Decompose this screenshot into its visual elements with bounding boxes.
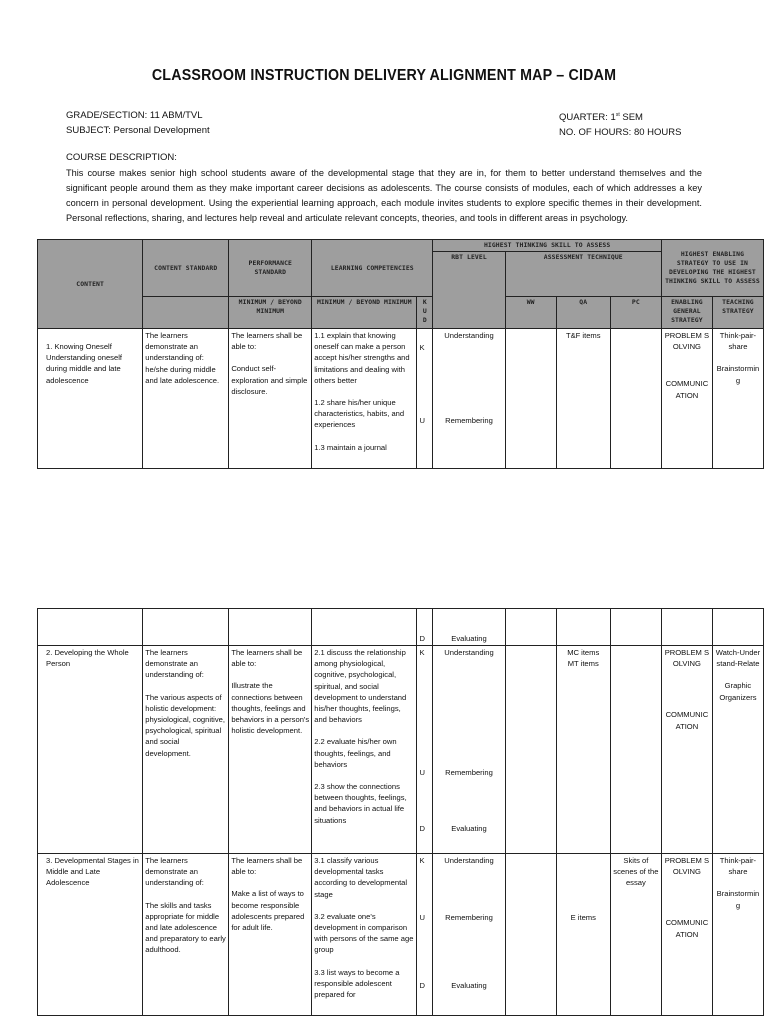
row2-kud-1: K xyxy=(419,648,425,657)
row2-rbt-3: Evaluating xyxy=(451,824,487,834)
row2-kud xyxy=(417,646,433,854)
row3-egs-1: PROBLEM SOLVING xyxy=(664,856,710,877)
row1-comp-2: 1.2 share his/her unique characteristics, habits, and experiences xyxy=(314,398,405,430)
course-description-label: COURSE DESCRIPTION: xyxy=(66,152,177,163)
row1-performance-standard xyxy=(229,329,312,469)
table-row xyxy=(38,609,764,646)
course-description-text: This course makes senior high school students aware of the developmental stage that they are in, for them to better understand themselves and the significant people around them as they make important career decisions as adolescents. The course consists of modules, each of which addresses a key concern in personal development. Using the experiential learning approach, each module invites students to explore specific themes in their development. Personal reflections, sharing, and lectures help reveal and articulate relevant concepts, theories, and tools in different areas in psychology. xyxy=(66,168,702,223)
hdr-performance-standard: PERFORMANCE STANDARD xyxy=(229,240,312,297)
row1-comp-1: 1.1 explain that knowing oneself can make a person accept his/her strengths and limitations and dealing with others better xyxy=(314,331,410,385)
row1-content: 1. Knowing Oneself Understanding oneself during middle and late adolescence xyxy=(38,329,143,469)
row3-kud xyxy=(417,854,433,1016)
cont-qa xyxy=(556,609,610,646)
hdr-rbt-level: RBT LEVEL xyxy=(433,252,505,329)
meta-right xyxy=(559,108,681,140)
row2-kud-2: U xyxy=(419,768,425,778)
row2-egs-2: COMMUNICATION xyxy=(665,710,709,731)
hdr-teaching-strategy: TEACHING STRATEGY xyxy=(712,297,763,329)
row3-ww xyxy=(505,854,556,1016)
row2-ww xyxy=(505,646,556,854)
quarter xyxy=(559,108,681,125)
cont-ww xyxy=(505,609,556,646)
hdr-min-beyond-3: MINIMUM / BEYOND MINIMUM xyxy=(312,297,417,329)
row2-perf-2: Illustrate the connections between thoughts, feelings and behaviors in a person's holistic development. xyxy=(231,681,310,736)
row2-egs-1: PROBLEM SOLVING xyxy=(664,648,710,669)
quarter-sup: st xyxy=(615,112,620,118)
row3-rbt-3: Evaluating xyxy=(451,981,487,991)
table-row xyxy=(38,329,764,469)
cidam-table-page1 xyxy=(37,239,764,469)
row2-perf-1: The learners shall be able to: xyxy=(231,648,303,669)
row2-qa xyxy=(556,646,610,854)
hdr-content-standard: CONTENT STANDARD xyxy=(143,240,229,297)
row3-rbt-2: Remembering xyxy=(445,913,493,923)
row1-rbt-2: Remembering xyxy=(445,416,493,426)
grade-section: GRADE/SECTION: 11 ABM/TVL xyxy=(66,110,203,121)
row2-rbt-2: Remembering xyxy=(445,768,493,778)
hdr-assessment-technique: ASSESSMENT TECHNIQUE xyxy=(505,252,661,297)
row3-cs-1: The learners demonstrate an understanding of: xyxy=(145,856,204,888)
table-row xyxy=(38,646,764,854)
quarter-prefix: QUARTER: 1 xyxy=(559,112,616,124)
row1-ts-1: Think-pair-share xyxy=(719,331,757,352)
hdr-kud: K U D xyxy=(417,297,433,329)
row1-kud-1: K xyxy=(419,343,425,352)
row1-competencies xyxy=(312,329,417,469)
subject: SUBJECT: Personal Development xyxy=(66,125,210,136)
row2-cs-1: The learners demonstrate an understanding of: xyxy=(145,648,204,680)
row2-qa-2: MT items xyxy=(567,659,599,669)
hdr-learning-competencies: LEARNING COMPETENCIES xyxy=(312,240,433,297)
row3-enabling xyxy=(661,854,712,1016)
row1-perf-2: Conduct self-exploration and simple disclosure. xyxy=(231,364,308,396)
row3-kud-3: D xyxy=(419,981,425,991)
row2-comp-2: 2.2 evaluate his/her own thoughts, feelings, and behaviors xyxy=(314,737,397,769)
row3-content: 3. Developmental Stages in Middle and Late Adolescence xyxy=(38,854,143,1016)
row2-enabling xyxy=(661,646,712,854)
row2-comp-3: 2.3 show the connections between thoughts, feelings, and behaviors in actual life situations xyxy=(314,782,407,825)
document-title: CLASSROOM INSTRUCTION DELIVERY ALIGNMENT MAP – CIDAM xyxy=(151,67,617,84)
row2-ts-1: Watch-Understand-Relate xyxy=(715,648,761,669)
row3-egs-2: COMMUNICATION xyxy=(665,918,709,939)
row3-competencies xyxy=(312,854,417,1016)
row1-kud xyxy=(417,329,433,469)
row2-content-standard xyxy=(143,646,229,854)
hdr-qa: QA xyxy=(556,297,610,329)
row3-teaching xyxy=(712,854,763,1016)
hdr-min-beyond-1 xyxy=(143,297,229,329)
row1-pc xyxy=(610,329,661,469)
row1-ww xyxy=(505,329,556,469)
meta-left xyxy=(66,108,210,138)
row1-comp-3: 1.3 maintain a journal xyxy=(314,442,387,452)
cont-kud: D xyxy=(417,609,433,646)
row1-egs-1: PROBLEM SOLVING xyxy=(664,331,710,352)
hdr-enabling-general: ENABLING GENERAL STRATEGY xyxy=(661,297,712,329)
row3-pc: Skits of scenes of the essay xyxy=(610,854,661,1016)
row1-egs-2: COMMUNICATION xyxy=(665,379,709,400)
row1-content-standard: The learners demonstrate an understanding of: he/she during middle and late adolescence. xyxy=(143,329,229,469)
row3-qa xyxy=(556,854,610,1016)
row3-ts-2: Brainstorming xyxy=(716,889,760,910)
row3-rbt xyxy=(433,854,505,1016)
row2-content: 2. Developing the Whole Person xyxy=(38,646,143,854)
cont-perf xyxy=(229,609,312,646)
row2-performance-standard xyxy=(229,646,312,854)
row3-perf-1: The learners shall be able to: xyxy=(231,856,303,877)
cont-content xyxy=(38,609,143,646)
row3-kud-2: U xyxy=(419,913,425,923)
row1-qa: T&F items xyxy=(556,329,610,469)
row2-teaching xyxy=(712,646,763,854)
row3-rbt-1: Understanding xyxy=(444,856,494,865)
row1-teaching xyxy=(712,329,763,469)
cidam-table-page2 xyxy=(37,608,764,1016)
row3-performance-standard xyxy=(229,854,312,1016)
row3-kud-1: K xyxy=(419,856,425,865)
row1-perf-1: The learners shall be able to: xyxy=(231,331,303,352)
row1-ts-2: Brainstorming xyxy=(716,364,760,385)
row2-qa-1: MC items xyxy=(567,648,600,657)
cont-pc xyxy=(610,609,661,646)
row2-competencies xyxy=(312,646,417,854)
cont-comp xyxy=(312,609,417,646)
quarter-suffix: SEM xyxy=(619,112,643,124)
row3-cs-2: The skills and tasks appropriate for middle and late adolescence and preparatory to early adulthood. xyxy=(145,900,226,955)
row3-comp-2: 3.2 evaluate one's development in comparison with persons of the same age group xyxy=(314,911,414,955)
row3-qa-1: E items xyxy=(570,913,596,922)
row1-rbt xyxy=(433,329,505,469)
row3-comp-3: 3.3 list ways to become a responsible adolescent prepared for xyxy=(314,967,400,1000)
row3-comp-1: 3.1 classify various developmental tasks according to developmental stage xyxy=(314,856,408,899)
row1-rbt-1: Understanding xyxy=(444,331,494,340)
hdr-ww: WW xyxy=(505,297,556,329)
row3-content-standard xyxy=(143,854,229,1016)
row2-kud-3: D xyxy=(419,824,425,834)
row3-perf-2: Make a list of ways to become responsible adolescents prepared for adult life. xyxy=(231,889,305,933)
hdr-min-beyond-2: MINIMUM / BEYOND MINIMUM xyxy=(229,297,312,329)
row1-kud-2: U xyxy=(419,416,425,426)
table-row xyxy=(38,854,764,1016)
hdr-pc: PC xyxy=(610,297,661,329)
hdr-highest-thinking: HIGHEST THINKING SKILL TO ASSESS xyxy=(433,240,662,252)
row2-cs-2: The various aspects of holistic development: physiological, cognitive, psychological, spiritual and social development. xyxy=(145,692,225,758)
cont-ts xyxy=(712,609,763,646)
row2-rbt-1: Understanding xyxy=(444,648,494,657)
cont-egs xyxy=(661,609,712,646)
row1-enabling xyxy=(661,329,712,469)
cont-cs xyxy=(143,609,229,646)
hours: NO. OF HOURS: 80 HOURS xyxy=(559,127,682,139)
hdr-highest-enabling: HIGHEST ENABLING STRATEGY TO USE IN DEVELOPING THE HIGHEST THINKING SKILL TO ASSESS xyxy=(661,240,763,297)
row2-comp-1: 2.1 discuss the relationship among physiological, cognitive, psychological, spiritual, and social development to understand his/her thoughts, feelings, and behaviors xyxy=(314,648,407,725)
row3-ts-1: Think-pair-share xyxy=(719,856,757,877)
cont-rbt: Evaluating xyxy=(433,609,505,646)
row2-pc xyxy=(610,646,661,854)
row2-rbt xyxy=(433,646,505,854)
row2-ts-2: Graphic Organizers xyxy=(719,681,757,702)
hdr-content: CONTENT xyxy=(38,240,143,329)
